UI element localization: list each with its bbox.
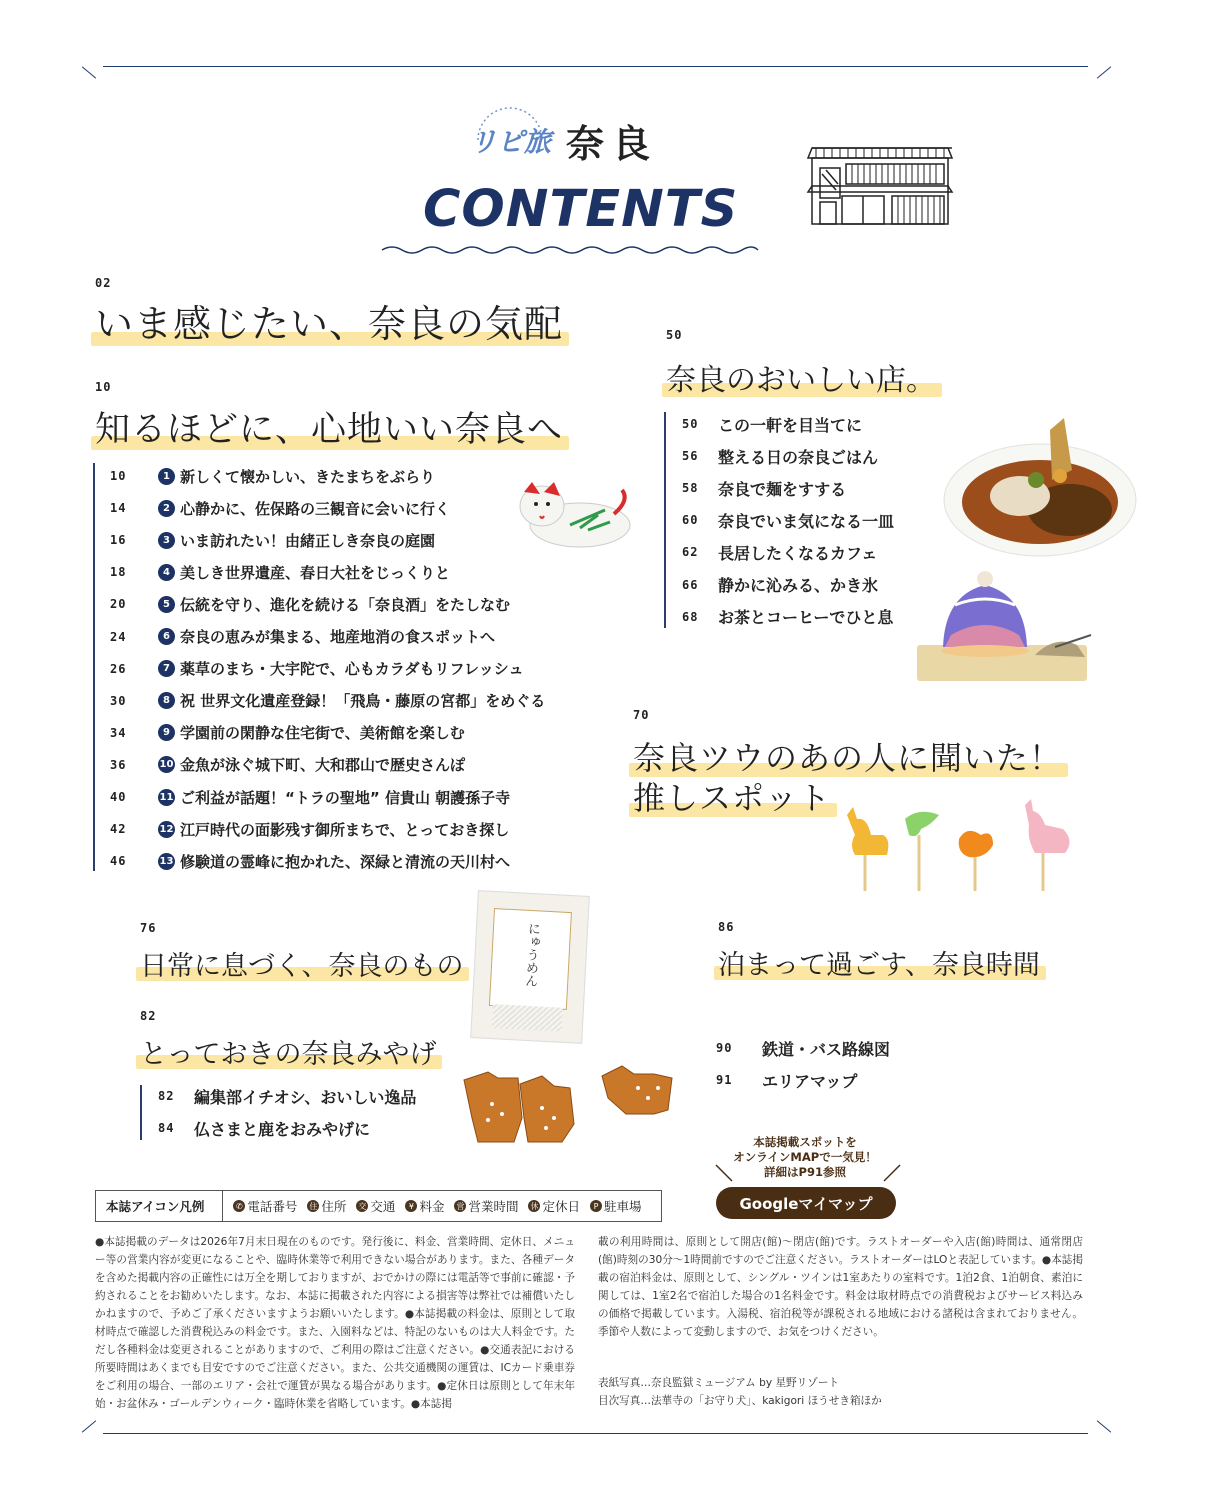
toc-item-label: ご利益が話題！“トラの聖地” 信貴山 朝護孫子寺 — [180, 788, 511, 807]
toc-item-page: 42 — [110, 822, 127, 837]
kakigori-shaved-ice-icon — [915, 565, 1095, 685]
toc-item-page: 68 — [682, 609, 699, 624]
legend-item-label: 住所 — [321, 1199, 347, 1214]
toc-item-label: 長居したくなるカフェ — [718, 543, 878, 563]
toc-item-page: 46 — [110, 854, 127, 869]
toc-item-label: 江戸時代の面影残す御所まちで、とっておき探し — [180, 820, 510, 839]
toc-item-label: お茶とコーヒーでひと息 — [718, 608, 894, 628]
toc-item[interactable] — [682, 605, 893, 629]
toc-item[interactable] — [716, 1068, 857, 1092]
toc-item-number-badge: 6 — [158, 628, 175, 645]
gmap-caption-line3: 詳細はP91参照 — [764, 1165, 846, 1179]
section-title-86-text: 泊まって過ごす、奈良時間 — [718, 943, 1040, 982]
notes-right: 載の利用時間は、原則として開店(館)～閉店(館)です。ラストオーダーや入店(館)時間は、通常閉店(館)時刻の30分～1時間前ですのでご注意ください。ラストオーダーはLOと表記しています。●本誌掲載の宿泊料金は、原則として、シングル・ツインは1室あたりの室料です。1泊2食、1泊朝食、素泊に関しては、1室2名で宿泊した場合の1名料金です。料金は取材時点での消費税およびサービス料込みの価格で掲載しています。入湯税、宿泊税等が課税される地域における諸税は含まれておりません。季節や人数によって変動しますので、お気をつけください。 — [598, 1236, 1083, 1338]
toc-item-label: この一軒を目当てに — [718, 415, 863, 435]
toc-item[interactable] — [682, 508, 894, 532]
section-title-82-text: とっておきの奈良みやげ — [140, 1032, 436, 1071]
toc-item[interactable] — [110, 625, 495, 649]
toc-item-page: 56 — [682, 449, 699, 464]
toc-item-number-badge: 13 — [158, 853, 175, 870]
bottom-rule — [103, 1433, 1088, 1434]
candy-animals-icon — [835, 795, 1085, 895]
section-title-02-text: いま感じたい、奈良の気配 — [95, 293, 563, 348]
legend-item-label: 駐車場 — [603, 1199, 642, 1214]
toc-item-label: 新しくて懐かしい、きたまちをぶらり — [180, 467, 436, 486]
toc-item-page: 36 — [110, 757, 127, 772]
toc-item-label: 金魚が泳ぐ城下町、大和郡山で歴史さんぽ — [180, 756, 466, 775]
credit-cover: 表紙写真…奈良監獄ミュージアム by 星野リゾート — [598, 1377, 840, 1389]
top-right-corner — [1097, 66, 1111, 78]
logo-text: リピ旅 — [470, 127, 551, 158]
toc-item[interactable] — [110, 496, 450, 520]
contents-heading: CONTENTS — [423, 180, 739, 239]
logo-badge — [468, 100, 552, 160]
toc-item-label: 奈良でいま気になる一皿 — [718, 511, 895, 531]
legend-items — [223, 1197, 641, 1215]
toc-item-label: 鉄道・バス路線図 — [762, 1039, 891, 1059]
toc-item-number-badge: 1 — [158, 468, 175, 485]
list-bar-10 — [93, 463, 95, 871]
noodle-pack-label: にゅうめん — [521, 921, 541, 988]
toc-item[interactable] — [110, 849, 510, 873]
page-num-02: 02 — [95, 276, 112, 290]
page-num-10: 10 — [95, 380, 112, 394]
gmap-caption-line1: 本誌掲載スポットを — [753, 1135, 857, 1149]
toc-item-page: 82 — [158, 1089, 175, 1103]
toc-item[interactable] — [110, 721, 465, 745]
toc-item-label: 心静かに、佐保路の三観音に会いに行く — [180, 499, 451, 518]
toc-item-number-badge: 10 — [158, 756, 175, 773]
toc-item-page: 62 — [682, 545, 699, 560]
toc-item-label: 美しき世界遺産、春日大社をじっくりと — [180, 563, 451, 582]
legend-item-label: 電話番号 — [247, 1199, 298, 1214]
toc-item[interactable] — [682, 476, 846, 500]
section-title-82[interactable] — [140, 1032, 436, 1071]
legend-item-label: 定休日 — [542, 1199, 580, 1214]
toc-item[interactable] — [110, 528, 435, 552]
toc-item[interactable] — [158, 1084, 416, 1108]
toc-item-label: 伝統を守り、進化を続ける「奈良酒」をたしなむ — [180, 595, 511, 614]
section-title-70-line2[interactable] — [633, 773, 831, 819]
toc-item-number-badge: 12 — [158, 821, 175, 838]
address-icon: 住 — [309, 1201, 318, 1211]
section-title-50[interactable] — [666, 355, 936, 399]
section-title-10[interactable] — [95, 402, 563, 452]
legend-item — [528, 1197, 580, 1215]
top-left-corner — [82, 66, 96, 78]
toc-item-page: 50 — [682, 417, 699, 431]
machiya-house-icon — [802, 140, 958, 230]
section-title-70-line2-text: 推しスポット — [633, 773, 831, 819]
toc-item-label: 修験道の霊峰に抱かれた、深緑と清流の天川村へ — [180, 852, 511, 871]
transport-icon: 交 — [358, 1201, 367, 1211]
toc-item[interactable] — [110, 817, 509, 841]
city-title: 奈良 — [566, 122, 659, 166]
page-num-76: 76 — [140, 921, 157, 935]
toc-item[interactable] — [682, 412, 862, 436]
toc-item[interactable] — [110, 753, 465, 777]
toc-item[interactable] — [110, 657, 524, 681]
toc-item-page: 30 — [110, 693, 127, 708]
omamori-dog-figure-icon — [510, 470, 635, 560]
parking-icon: P — [590, 1200, 602, 1212]
top-rule — [103, 66, 1088, 67]
toc-item-number-badge: 11 — [158, 789, 175, 806]
fee-icon: ¥ — [405, 1200, 417, 1212]
bottom-left-corner — [82, 1420, 96, 1432]
section-title-10-text: 知るほどに、心地いい奈良へ — [95, 402, 563, 452]
toc-item-page: 60 — [682, 513, 699, 528]
notes-left: ●本誌掲載のデータは2026年7月末日現在のものです。発行後に、料金、営業時間、定休日、メニュー等の営業内容が変更になることや、臨時休業等で利用できない場合があります。また、各種データを含めた掲載内容の正確性には万全を期しておりますが、おでかけの際には電話等で事前に確認・予約されることをお勧めいたします。なお、本誌に掲載された内容による損害等は弊社では補償いたしかねますので、予めご了承くださいますようお願いいたします。●本誌掲載の料金は、原則として取材時点で確認した消費税込みの料金です。また、入園料などは、特記のないものは大人料金です。ただし各種料金は変更されることがありますので、ご利用の際はご注意ください。●交通表記における所要時間はあくまでも目安ですのでご注意ください。また、公共交通機関の運賃は、ICカード乗車券をご利用の場合、一部のエリア・会社で運賃が異なる場合があります。●定休日は原則として年末年始・お盆休み・ゴールデンウィーク・臨時休業を省略しています。●本誌掲 — [95, 1236, 575, 1410]
gmap-caption-brackets-icon — [712, 1163, 904, 1185]
toc-item-label: エリアマップ — [762, 1071, 858, 1091]
toc-item[interactable] — [110, 689, 545, 713]
toc-item[interactable] — [110, 560, 450, 584]
toc-item-label: 編集部イチオシ、おいしい逸品 — [194, 1087, 417, 1107]
toc-item-page: 26 — [110, 661, 127, 676]
toc-item-page: 16 — [110, 533, 127, 548]
legend-item — [454, 1197, 518, 1215]
toc-item-page: 18 — [110, 565, 127, 580]
credit-toc: 目次写真…法華寺の「お守り犬」、kakigori ほうせき箱ほか — [598, 1395, 882, 1407]
wave-underline-icon — [380, 242, 760, 256]
phone-icon: ✆ — [233, 1200, 245, 1212]
legend-item-label: 交通 — [370, 1199, 396, 1214]
toc-item-number-badge: 5 — [158, 596, 175, 613]
section-title-76[interactable] — [140, 944, 463, 983]
toc-item[interactable] — [716, 1036, 890, 1060]
legend-item — [405, 1197, 444, 1215]
toc-item[interactable] — [682, 540, 877, 564]
toc-item-page: 84 — [158, 1121, 175, 1135]
legend-item-label: 営業時間 — [468, 1199, 519, 1214]
noodle-pack — [470, 890, 590, 1044]
toc-item[interactable] — [682, 573, 878, 597]
toc-item-label: 奈良で麺をすする — [718, 479, 847, 499]
legend-item — [233, 1197, 297, 1215]
toc-item-label: 奈良の恵みが集まる、地産地消の食スポットへ — [180, 628, 496, 646]
toc-item-page: 91 — [716, 1073, 733, 1087]
section-title-76-text: 日常に息づく、奈良のもの — [140, 944, 463, 983]
toc-item-label: 学園前の閑静な住宅街で、美術館を楽しむ — [180, 724, 465, 743]
bottom-right-corner — [1097, 1420, 1111, 1432]
section-title-86[interactable] — [718, 943, 1040, 982]
toc-item-number-badge: 4 — [158, 564, 175, 581]
toc-item-page: 20 — [110, 597, 127, 612]
page-num-50: 50 — [666, 328, 683, 342]
wooden-deer-figures-icon — [458, 1058, 688, 1148]
toc-item-label: 薬草のまち・大宇陀で、心もカラダもリフレッシュ — [180, 660, 524, 679]
section-title-70-line1-text: 奈良ツウのあの人に聞いた！ — [633, 733, 1062, 779]
toc-item[interactable] — [158, 1116, 370, 1140]
page-num-82: 82 — [140, 1009, 157, 1023]
toc-item[interactable] — [110, 592, 510, 616]
toc-item-label: 静かに沁みる、かき氷 — [718, 576, 879, 595]
toc-item[interactable] — [110, 464, 435, 488]
legend-item — [590, 1197, 642, 1215]
toc-item-number-badge: 3 — [158, 532, 175, 549]
toc-item-page: 58 — [682, 481, 699, 496]
curry-plate-icon — [940, 410, 1140, 560]
toc-item-page: 90 — [716, 1041, 733, 1055]
toc-item-page: 24 — [110, 629, 127, 644]
toc-item-page: 66 — [682, 577, 699, 592]
toc-item-number-badge: 8 — [158, 692, 175, 709]
gmap-caption-line2: オンラインMAPで一気見！ — [733, 1150, 877, 1164]
toc-item-label: 祝 世界文化遺産登録！「飛鳥・藤原の宮都」をめぐる — [180, 692, 546, 711]
toc-item-page: 40 — [110, 790, 127, 804]
toc-item-label: 整える日の奈良ごはん — [718, 447, 879, 467]
page-num-86: 86 — [718, 920, 735, 934]
list-bar-50 — [664, 412, 666, 628]
hours-icon: 営 — [456, 1201, 465, 1211]
closed-icon: 休 — [530, 1201, 539, 1211]
toc-item-page: 10 — [110, 469, 127, 483]
toc-item-number-badge: 9 — [158, 724, 175, 741]
google-my-map-button[interactable]: Googleマイマップ — [716, 1187, 896, 1219]
legend-item-label: 料金 — [419, 1199, 445, 1214]
legend-item — [356, 1197, 395, 1215]
list-bar-82 — [140, 1085, 142, 1140]
section-title-02[interactable] — [95, 293, 563, 348]
legend-item — [307, 1197, 346, 1215]
toc-item-number-badge: 2 — [158, 500, 175, 517]
toc-item[interactable] — [110, 785, 510, 809]
toc-item-label: 仏さまと鹿をおみやげに — [194, 1119, 371, 1139]
toc-item-page: 34 — [110, 725, 127, 740]
toc-item[interactable] — [682, 444, 878, 468]
legend-title: 本誌アイコン凡例 — [96, 1191, 223, 1221]
section-title-50-text: 奈良のおいしい店。 — [666, 355, 936, 399]
toc-item-label: いま訪れたい！由緒正しき奈良の庭園 — [180, 531, 436, 550]
page-num-70: 70 — [633, 708, 650, 722]
icon-legend — [95, 1190, 662, 1222]
toc-item-number-badge: 7 — [158, 660, 175, 677]
toc-item-page: 14 — [110, 501, 127, 516]
